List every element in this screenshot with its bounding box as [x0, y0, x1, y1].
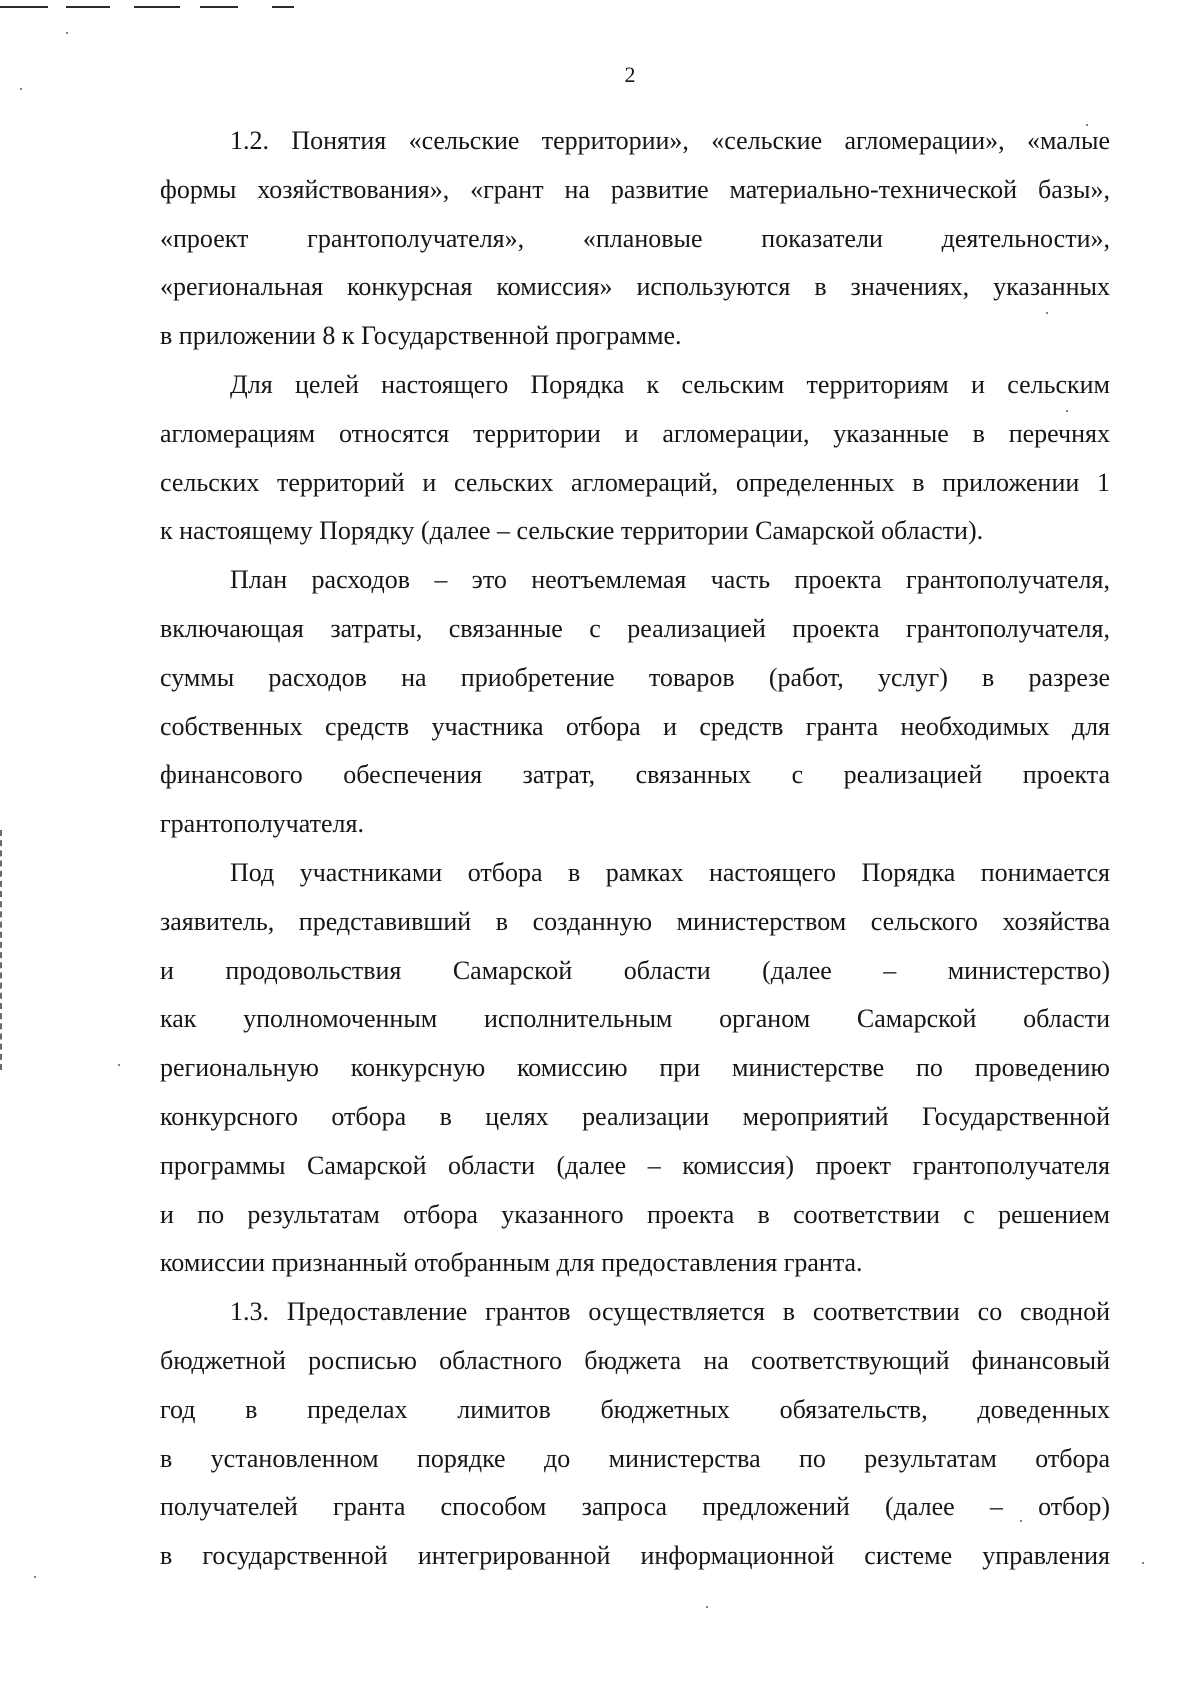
text-line: заявитель, представивший в созданную министерством сельского хозяйства [160, 906, 1110, 936]
text-line: как уполномоченным исполнительным органом Самарской области [160, 1004, 1110, 1034]
scan-artifact-left-edge [0, 830, 5, 1070]
scan-artifact-top-lines [0, 6, 330, 9]
text-line: региональную конкурсную комиссию при министерстве по проведению [160, 1053, 1110, 1083]
text-line: программы Самарской области (далее – комиссия) проект грантополучателя [160, 1150, 1110, 1180]
text-line: сельских территорий и сельских агломераций, определенных в приложении 1 [160, 467, 1110, 497]
text-line: конкурсного отбора в целях реализации мероприятий Государственной [160, 1101, 1110, 1131]
text-line: 1.3. Предоставление грантов осуществляется в соответствии со сводной [230, 1297, 1110, 1327]
text-line: включающая затраты, связанные с реализацией проекта грантополучателя, [160, 613, 1110, 643]
text-line: 1.2. Понятия «сельские территории», «сельские агломерации», «малые [230, 126, 1110, 155]
text-line: «проект грантополучателя», «плановые показатели деятельности», [160, 223, 1110, 253]
text-line: Под участниками отбора в рамках настоящего Порядка понимается [230, 857, 1110, 887]
paragraph-selection-participants [160, 849, 1110, 1288]
scan-speck [20, 88, 22, 90]
text-line: суммы расходов на приобретение товаров (работ, услуг) в разрезе [160, 662, 1110, 692]
text-line: «региональная конкурсная комиссия» используются в значениях, указанных [160, 272, 1110, 302]
text-line: формы хозяйствования», «грант на развитие материально-технической базы», [160, 174, 1110, 204]
document-body [160, 117, 1110, 1581]
paragraph-rural-territories [160, 361, 1110, 556]
text-line: к настоящему Порядку (далее – сельские территории Самарской области). [160, 516, 984, 546]
paragraph-expense-plan [160, 556, 1110, 849]
scan-speck [34, 1576, 36, 1578]
text-line: в установленном порядке до министерства по результатам отбора [160, 1443, 1110, 1473]
text-line: грантополучателя. [160, 809, 364, 839]
page-number: 2 [624, 62, 636, 87]
scan-speck [118, 1064, 120, 1066]
paragraph-1-2-definitions [160, 117, 1110, 361]
text-line: в приложении 8 к Государственной программе. [160, 321, 682, 351]
paragraph-1-3-grants [160, 1288, 1110, 1581]
text-line: и продовольствия Самарской области (далее – министерство) [160, 955, 1110, 985]
scan-speck [706, 1606, 708, 1608]
text-line: собственных средств участника отбора и средств гранта необходимых для [160, 711, 1110, 741]
text-line: получателей гранта способом запроса предложений (далее – отбор) [160, 1492, 1110, 1522]
text-line: агломерациям относятся территории и агломерации, указанные в перечнях [160, 418, 1110, 448]
text-line: План расходов – это неотъемлемая часть проекта грантополучателя, [230, 565, 1110, 595]
text-line: Для целей настоящего Порядка к сельским территориям и сельским [230, 369, 1110, 399]
text-line: и по результатам отбора указанного проекта в соответствии с решением [160, 1199, 1110, 1229]
text-line: бюджетной росписью областного бюджета на соответствующий финансовый [160, 1345, 1110, 1375]
text-line: финансового обеспечения затрат, связанных с реализацией проекта [160, 760, 1110, 790]
scan-speck [66, 32, 68, 34]
text-line: в государственной интегрированной информационной системе управления [160, 1541, 1110, 1571]
scan-speck [1142, 1562, 1144, 1564]
text-line: год в пределах лимитов бюджетных обязательств, доведенных [160, 1394, 1110, 1424]
text-line: комиссии признанный отобранным для предоставления гранта. [160, 1248, 863, 1278]
